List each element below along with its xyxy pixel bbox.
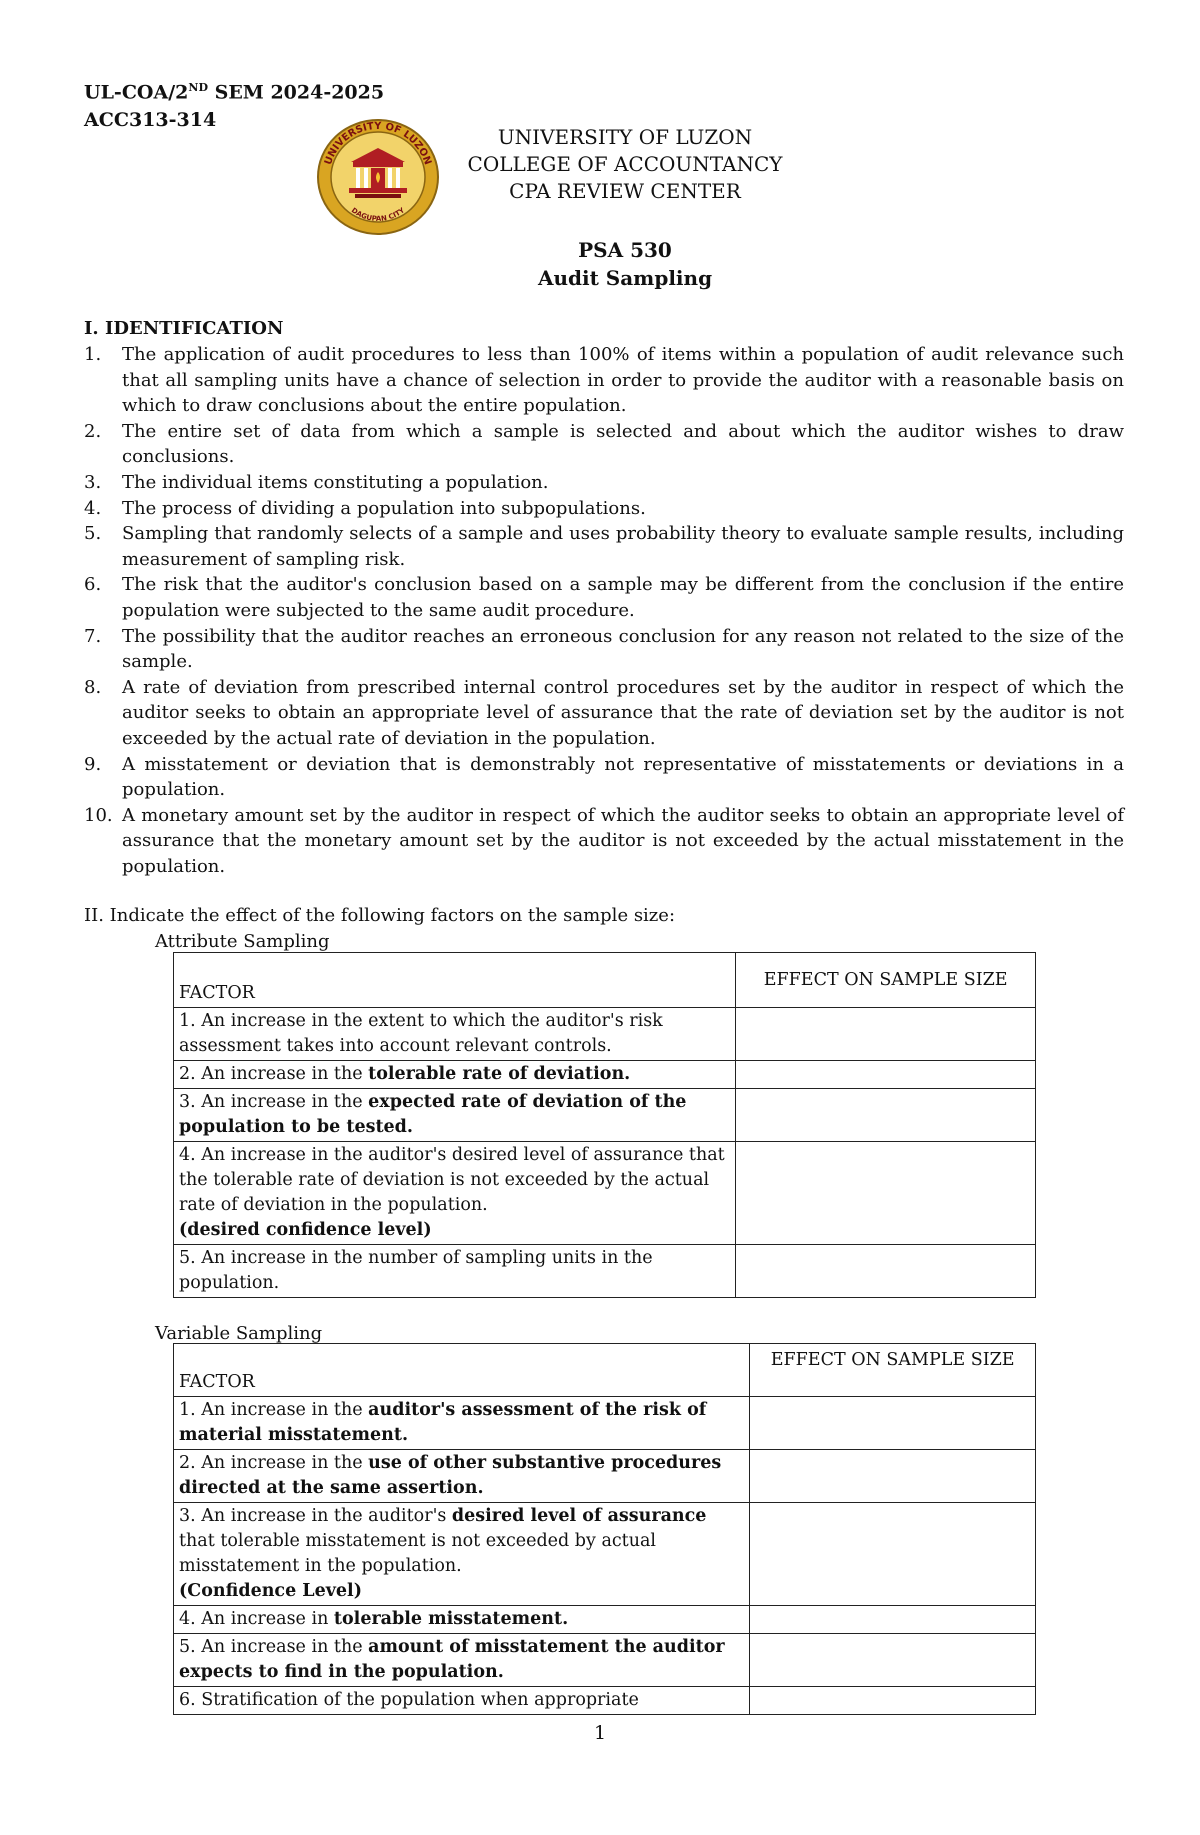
identification-item [84, 675, 1124, 752]
review-center-name: CPA REVIEW CENTER [509, 179, 741, 203]
factor-num: 5. [179, 1248, 196, 1268]
identification-section [84, 316, 1124, 879]
factor-cell [174, 1503, 750, 1606]
table-row [174, 1634, 1036, 1687]
factor-num: 2. [179, 1064, 196, 1084]
effect-column-header: EFFECT ON SAMPLE SIZE [736, 953, 1036, 1008]
item-text: A monetary amount set by the auditor in respect of which the auditor seeks to obtain an appropriate level of assurance that the monetary amount set by the auditor is not exceeded by the actual misstatement in the population. [122, 804, 1124, 877]
effect-answer-cell[interactable] [750, 1503, 1036, 1606]
factor-num: 1. [179, 1011, 196, 1031]
factor-cell [174, 1634, 750, 1687]
course-code-header: UL-COA/2ND SEM 2024-2025 ACC313-314 [84, 74, 384, 134]
effect-answer-cell[interactable] [736, 1245, 1036, 1298]
item-number: 7. [84, 625, 102, 647]
item-number: 1. [84, 344, 102, 365]
factor-bold: expected rate of deviation of the population to be tested. [179, 1092, 687, 1137]
attribute-sampling-label: Attribute Sampling [155, 931, 330, 952]
factor-num: 4. [179, 1609, 196, 1629]
identification-item [84, 624, 1124, 675]
table-header-row [174, 953, 1036, 1008]
factor-plain: An increase in the [201, 1092, 369, 1112]
factor-plain: An increase in the auditor's desired level of assurance that the tolerable rate of deviation is not exceeded by the actual rate of deviation in the population. [179, 1145, 725, 1215]
table-row [174, 1687, 1036, 1715]
item-number: 4. [84, 497, 102, 519]
svg-text:DAGUPAN CITY: DAGUPAN CITY [349, 206, 407, 223]
variable-sampling-label: Variable Sampling [155, 1323, 323, 1344]
factor-bold: amount of misstatement the auditor expects to find in the population. [179, 1637, 725, 1682]
factor-num: 3. [179, 1506, 196, 1526]
identification-item [84, 521, 1124, 572]
factor-plain: An increase in the extent to which the auditor's risk assessment takes into account relevant controls. [179, 1011, 663, 1056]
table-row [174, 1142, 1036, 1245]
item-text: The process of dividing a population into subpopulations. [122, 497, 646, 519]
topic-title: Audit Sampling [537, 266, 713, 290]
factor-cell [174, 1606, 750, 1634]
factor-plain2: that tolerable misstatement is not exceeded by actual misstatement in the population. [179, 1531, 657, 1576]
factor-plain: Stratification of the population when appropriate [201, 1690, 639, 1710]
factor-cell [174, 1450, 750, 1503]
factor-plain: An increase in the [201, 1453, 369, 1473]
identification-item [84, 803, 1124, 880]
item-text: A misstatement or deviation that is demonstrably not representative of misstatements or deviations in a population. [122, 753, 1124, 801]
factor-cell [174, 1089, 736, 1142]
table-row [174, 1503, 1036, 1606]
table-row [174, 1008, 1036, 1061]
identification-item [84, 470, 1124, 496]
factor-cell [174, 1245, 736, 1298]
page-number: 1 [593, 1722, 607, 1744]
factor-cell [174, 1061, 736, 1089]
identification-item [84, 342, 1124, 419]
factor-column-header: FACTOR [174, 953, 736, 1008]
table-row [174, 1450, 1036, 1503]
effect-answer-cell[interactable] [736, 1061, 1036, 1089]
document-title [400, 236, 850, 292]
effect-answer-cell[interactable] [736, 1142, 1036, 1245]
item-text: The application of audit procedures to less than 100% of items within a population of audit relevance such that all sampling units have a chance of selection in order to provide the auditor with a reasonable basis on which to draw conclusions about the entire population. [122, 344, 1124, 417]
factor-note: (desired confidence level) [179, 1220, 432, 1240]
factor-note: (Confidence Level) [179, 1581, 362, 1601]
factor-num: 5. [179, 1637, 196, 1657]
identification-item [84, 752, 1124, 803]
effect-answer-cell[interactable] [750, 1634, 1036, 1687]
table-row [174, 1089, 1036, 1142]
institution-block [400, 124, 850, 205]
effect-answer-cell[interactable] [750, 1450, 1036, 1503]
item-number: 10. [84, 804, 113, 826]
factor-num: 4. [179, 1145, 196, 1165]
factor-cell [174, 1397, 750, 1450]
factor-num: 1. [179, 1400, 196, 1420]
factor-bold: tolerable rate of deviation. [368, 1064, 631, 1084]
factor-bold: auditor's assessment of the risk of material misstatement. [179, 1400, 707, 1445]
table-row [174, 1061, 1036, 1089]
item-text: The individual items constituting a population. [122, 471, 549, 493]
effect-answer-cell[interactable] [750, 1606, 1036, 1634]
item-number: 5. [84, 523, 102, 545]
effect-answer-cell[interactable] [736, 1089, 1036, 1142]
identification-item [84, 419, 1124, 470]
item-number: 6. [84, 574, 102, 596]
factor-column-header: FACTOR [174, 1344, 750, 1397]
item-text: Sampling that randomly selects of a sample and uses probability theory to evaluate sample results, including measurement of sampling risk. [122, 523, 1124, 570]
factor-bold: tolerable misstatement. [333, 1609, 569, 1629]
section-title: I. IDENTIFICATION [84, 318, 284, 339]
effect-answer-cell[interactable] [750, 1687, 1036, 1715]
effect-answer-cell[interactable] [736, 1008, 1036, 1061]
factor-num: 3. [179, 1092, 196, 1112]
item-text: The possibility that the auditor reaches an erroneous conclusion for any reason not related to the size of the sample. [122, 625, 1124, 673]
standard-code: PSA 530 [578, 238, 672, 262]
effect-column-header: EFFECT ON SAMPLE SIZE [750, 1344, 1036, 1397]
effect-answer-cell[interactable] [750, 1397, 1036, 1450]
factor-plain: An increase in the [201, 1637, 369, 1657]
item-text: The risk that the auditor's conclusion based on a sample may be different from the conclusion if the entire population were subjected to the same audit procedure. [122, 574, 1124, 621]
table-row [174, 1245, 1036, 1298]
factor-cell [174, 1687, 750, 1715]
college-name: COLLEGE OF ACCOUNTANCY [467, 152, 783, 176]
university-name: UNIVERSITY OF LUZON [497, 125, 753, 149]
factor-num: 2. [179, 1453, 196, 1473]
item-number: 2. [84, 420, 102, 442]
factor-num: 6. [179, 1690, 196, 1710]
factors-section-title: II. Indicate the effect of the following factors on the sample size: [84, 905, 676, 926]
item-number: 8. [84, 676, 102, 698]
table-header-row [174, 1344, 1036, 1397]
course-number: ACC313-314 [84, 109, 217, 132]
factor-plain: An increase in the [201, 1064, 369, 1084]
table-row [174, 1397, 1036, 1450]
factor-plain: An increase in [201, 1609, 334, 1629]
factor-bold: desired level of assurance [451, 1506, 707, 1526]
item-number: 9. [84, 753, 102, 775]
item-text: A rate of deviation from prescribed internal control procedures set by the auditor in respect of which the auditor seeks to obtain an appropriate level of assurance that the rate of deviation set by the auditor is not exceeded by the actual rate of deviation in the population. [122, 676, 1124, 749]
factor-cell [174, 1008, 736, 1061]
identification-item [84, 496, 1124, 522]
factor-plain: An increase in the number of sampling units in the population. [179, 1248, 653, 1293]
variable-sampling-table [173, 1343, 1036, 1715]
item-text: The entire set of data from which a sample is selected and about which the auditor wishes to draw conclusions. [122, 420, 1124, 468]
identification-list [84, 342, 1124, 879]
identification-item [84, 572, 1124, 623]
factor-plain: An increase in the [201, 1400, 369, 1420]
attribute-sampling-table [173, 952, 1036, 1298]
table-row [174, 1606, 1036, 1634]
factor-bold: use of other substantive procedures directed at the same assertion. [179, 1453, 722, 1498]
factor-cell [174, 1142, 736, 1245]
factor-plain: An increase in the auditor's [201, 1506, 452, 1526]
svg-text:UNIVERSITY OF LUZON: UNIVERSITY OF LUZON [322, 120, 434, 167]
item-number: 3. [84, 471, 102, 493]
